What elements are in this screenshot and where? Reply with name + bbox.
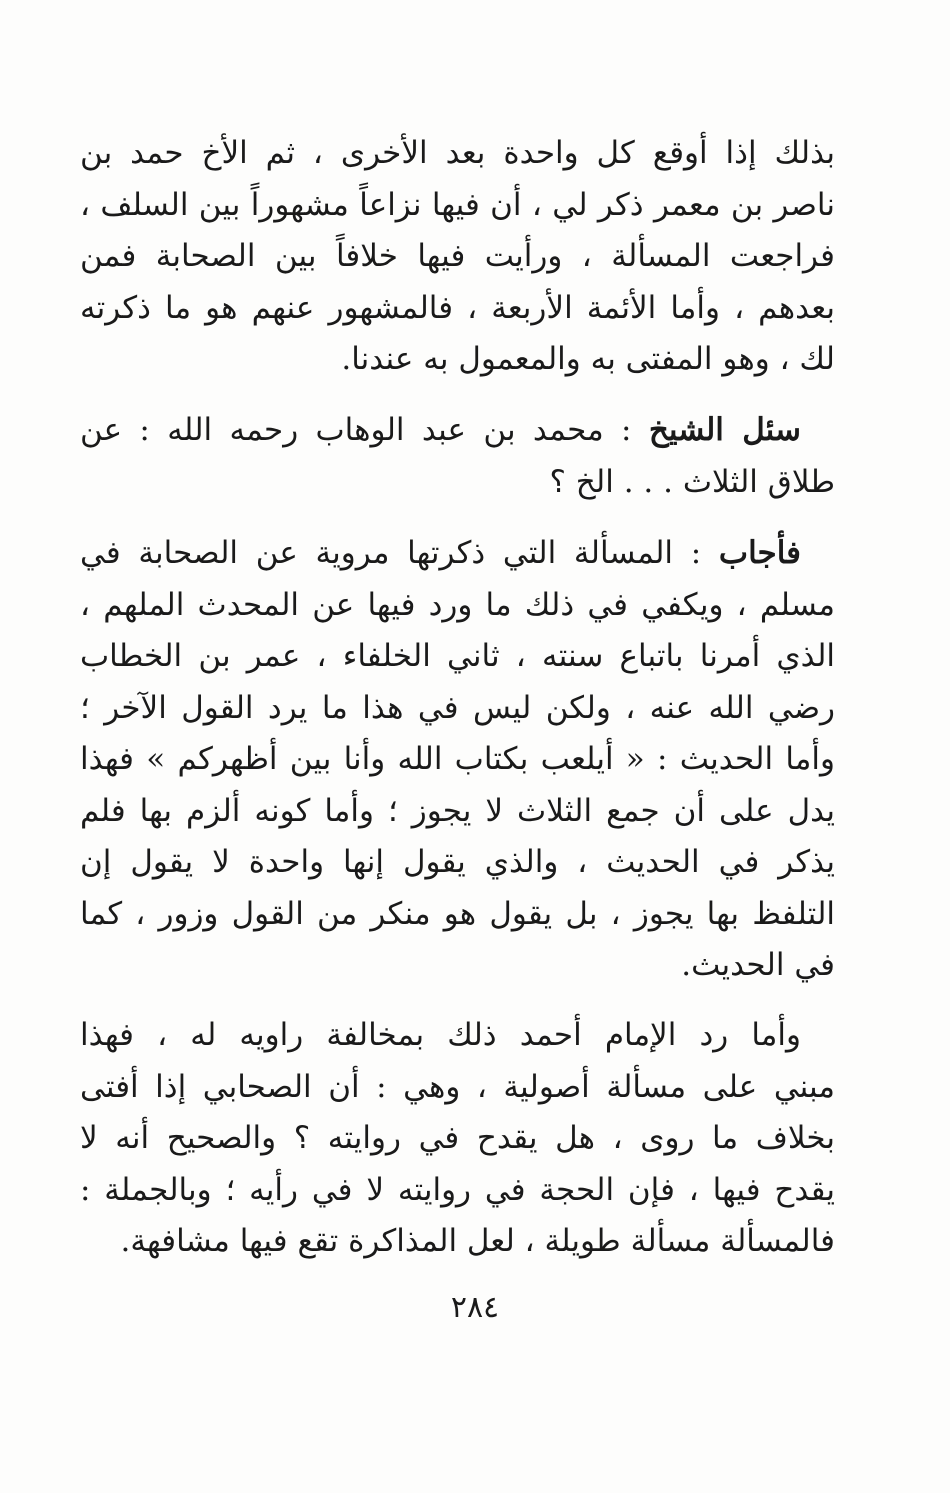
text-line: بذلك إذا أوقع كل واحدة بعد الأخرى ، ثم الأخ حمد بن <box>80 135 835 171</box>
text-line: يقدح فيها ، فإن الحجة في روايته لا في رأيه ؛ وبالجملة : <box>80 1171 835 1208</box>
text-line: فالمسألة مسألة طويلة ، لعل المذاكرة تقع فيها مشافهة. <box>120 1223 835 1259</box>
text-line: التلفظ بها يجوز ، بل يقول هو منكر من القول وزور ، كما <box>80 895 835 932</box>
text-line: لك ، وهو المفتى به والمعمول به عندنا. <box>341 341 835 377</box>
text-line: وأما رد الإمام أحمد ذلك بمخالفة راويه له ، فهذا <box>80 1017 801 1053</box>
text-line: رضي الله عنه ، ولكن ليس في هذا ما يرد القول الآخر ؛ <box>80 689 835 726</box>
question-text: : محمد بن عبد الوهاب رحمه الله : عن <box>80 412 632 448</box>
text-line: مبني على مسألة أصولية ، وهي : أن الصحابي إذا أفتى <box>80 1068 835 1105</box>
text-line <box>80 528 835 580</box>
text-line: بعدهم ، وأما الأئمة الأربعة ، فالمشهور عنهم هو ما ذكرته <box>80 289 835 326</box>
text-line: طلاق الثلاث . . . الخ ؟ <box>549 463 835 500</box>
paragraph-4 <box>80 1010 835 1268</box>
text-line <box>80 405 835 457</box>
text-line: بخلاف ما روى ، هل يقدح في روايته ؟ والصحيح أنه لا <box>80 1120 835 1156</box>
text-line: الذي أمرنا باتباع سنته ، ثاني الخلفاء ، عمر بن الخطاب <box>80 638 835 674</box>
answer-text: : المسألة التي ذكرتها مروية عن الصحابة في <box>80 535 702 571</box>
text-line: مسلم ، ويكفي في ذلك ما ورد فيها عن المحدث الملهم ، <box>80 586 835 623</box>
text-line: ناصر بن معمر ذكر لي ، أن فيها نزاعاً مشهوراً بين السلف ، <box>80 186 835 223</box>
text-line: فراجعت المسألة ، ورأيت فيها خلافاً بين الصحابة فمن <box>80 238 835 274</box>
paragraph-1 <box>80 128 835 386</box>
text-line: يذكر في الحديث ، والذي يقول إنها واحدة لا يقول إن <box>80 844 835 880</box>
text-line: وأما الحديث : « أيلعب بكتاب الله وأنا بين أظهركم » فهذا <box>80 741 835 777</box>
text-line: يدل على أن جمع الثلاث لا يجوز ؛ وأما كونه ألزم بها فلم <box>80 792 835 829</box>
page-number: ٢٨٤ <box>450 1290 500 1325</box>
paragraph-3-answer <box>80 528 835 992</box>
answer-lead: فأجاب <box>718 535 801 571</box>
text-line: في الحديث. <box>681 947 835 983</box>
paragraph-2-question <box>80 405 835 508</box>
question-lead: سئل الشيخ <box>648 412 802 448</box>
